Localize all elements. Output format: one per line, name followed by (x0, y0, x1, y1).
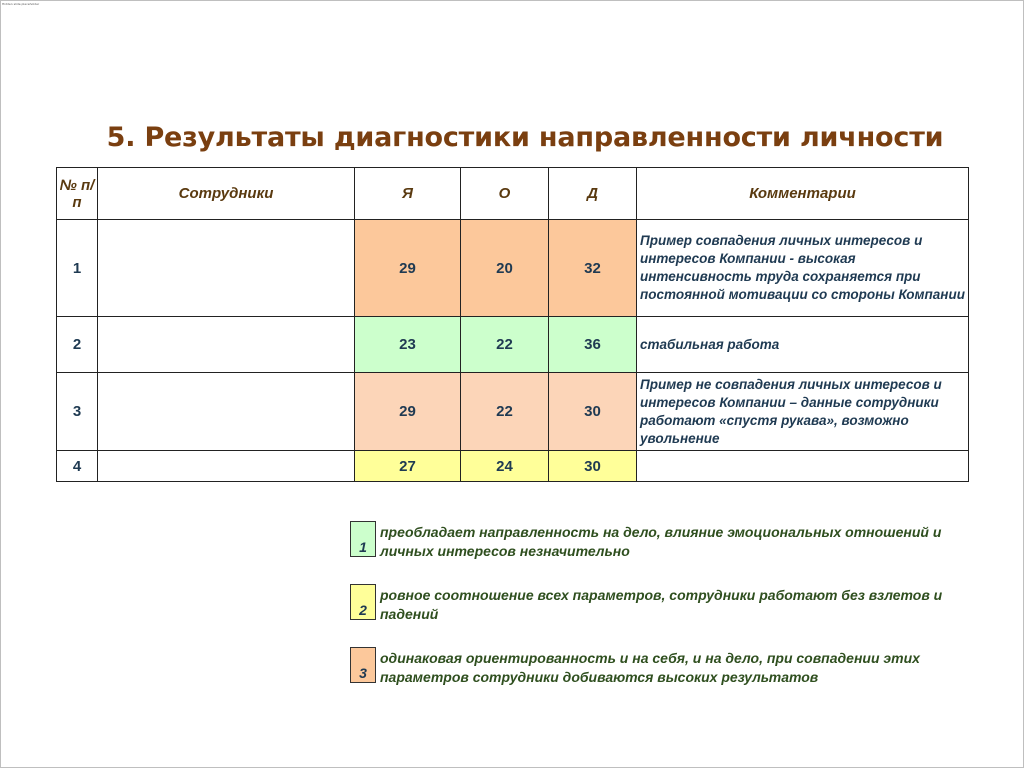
comment-cell: Пример совпадения личных интересов и интересов Компании - высокая интенсивность труда сохраняется при постоянной мотивации со стороны Компании (637, 220, 969, 317)
employee-cell (98, 317, 355, 373)
comment-cell (637, 451, 969, 482)
employee-cell (98, 373, 355, 451)
legend-swatch: 3 (350, 647, 376, 683)
table-row (57, 220, 969, 317)
header-employees: Сотрудники (98, 168, 355, 220)
row-number: 2 (57, 317, 98, 373)
employee-cell (98, 220, 355, 317)
score-d: 30 (549, 373, 637, 451)
table-header-row (57, 168, 969, 220)
header-o: О (461, 168, 549, 220)
score-ya: 29 (355, 220, 461, 317)
row-number: 3 (57, 373, 98, 451)
legend-swatch: 2 (350, 584, 376, 620)
score-d: 36 (549, 317, 637, 373)
row-number: 1 (57, 220, 98, 317)
score-d: 30 (549, 451, 637, 482)
comment-cell: Пример не совпадения личных интересов и интересов Компании – данные сотрудники работают «спустя рукава», возможно увольнение (637, 373, 969, 451)
score-d: 32 (549, 220, 637, 317)
row-number: 4 (57, 451, 98, 482)
table-row (57, 451, 969, 482)
header-ya: Я (355, 168, 461, 220)
corner-note: Hidden slide placeholder (2, 2, 40, 6)
score-ya: 23 (355, 317, 461, 373)
legend-swatch: 1 (350, 521, 376, 557)
header-comments: Комментарии (637, 168, 969, 220)
legend-text: преобладает направленность на дело, влияние эмоциональных отношений и личных интересов незначительно (380, 524, 942, 559)
results-table (56, 167, 969, 482)
slide-title: 5. Результаты диагностики направленности личности (106, 122, 944, 153)
table-row (57, 317, 969, 373)
score-ya: 29 (355, 373, 461, 451)
table-row (57, 373, 969, 451)
header-d: Д (549, 168, 637, 220)
header-number: № п/п (57, 168, 98, 220)
score-ya: 27 (355, 451, 461, 482)
score-o: 20 (461, 220, 549, 317)
employee-cell (98, 451, 355, 482)
score-o: 24 (461, 451, 549, 482)
score-o: 22 (461, 317, 549, 373)
legend-text: ровное соотношение всех параметров, сотрудники работают без взлетов и падений (380, 587, 943, 622)
score-o: 22 (461, 373, 549, 451)
comment-cell: стабильная работа (637, 317, 969, 373)
legend-text: одинаковая ориентированность и на себя, и на дело, при совпадении этих параметров сотрудники добиваются высоких результатов (380, 650, 920, 685)
